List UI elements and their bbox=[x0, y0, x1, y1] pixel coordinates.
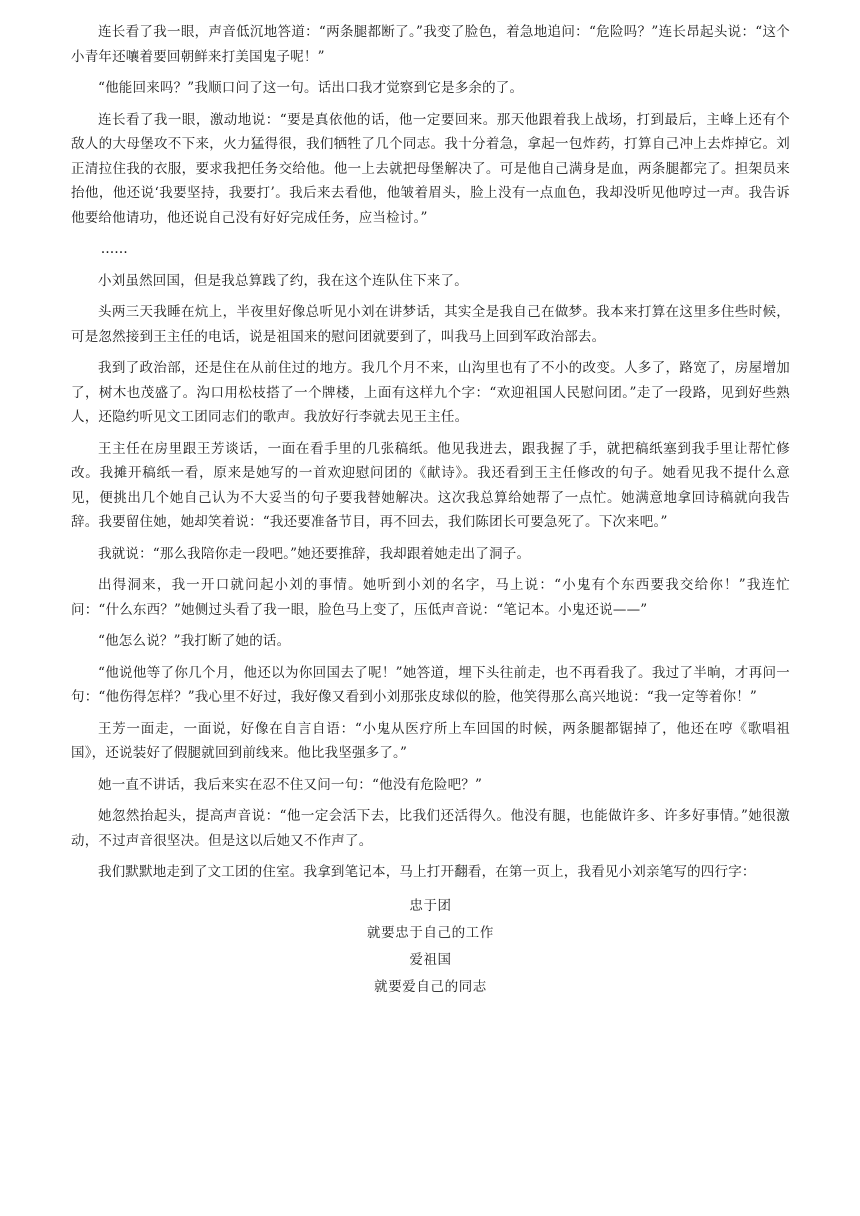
ellipsis: …… bbox=[100, 241, 128, 257]
poem-line: 忠于团 bbox=[409, 897, 452, 914]
paragraph: 出得洞来，我一开口就问起小刘的事情。她听到小刘的名字，马上说：“小鬼有个东西要我交给你！”我连忙问：“什么东西？”她侧过头看了我一眼，脸色马上变了，压低声音说：“笔记本。小鬼还说——” bbox=[71, 577, 790, 618]
paragraph: “他说他等了你几个月，他还以为你回国去了呢！”她答道，埋下头往前走，也不再看我了。我过了半晌，才再问一句：“他伤得怎样？”我心里不好过，我好像又看到小刘那张皮球似的脸，他笑得那么高兴地说：“我一定等着你！” bbox=[71, 664, 790, 705]
paragraph: “他能回来吗？”我顺口问了这一句。话出口我才觉察到它是多余的了。 bbox=[98, 80, 524, 96]
paragraph: 王主任在房里跟王芳谈话，一面在看手里的几张稿纸。他见我进去，跟我握了手，就把稿纸塞到我手里让帮忙修改。我摊开稿纸一看，原来是她写的一首欢迎慰问团的《献诗》。我还看到王主任修改的句子。她看见我不提什么意见，便挑出几个她自己认为不大妥当的句子要我替她解决。这次我总算给她帮了一点忙。她满意地拿回诗稿就向我告辞。我要留住她，她却笑着说：“我还要准备节目，再不回去，我们陈团长可要急死了。下次来吧。” bbox=[71, 440, 790, 530]
paragraph: 我到了政治部，还是住在从前住过的地方。我几个月不来，山沟里也有了不小的改变。人多了，路宽了，房屋增加了，树木也茂盛了。沟口用松枝搭了一个牌楼，上面有这样九个字：“欢迎祖国人民慰问团。”走了一段路，见到好些熟人，还隐约听见文工团同志们的歌声。我放好行李就去见王主任。 bbox=[71, 360, 790, 425]
paragraph: 她一直不讲话，我后来实在忍不住又问一句：“他没有危险吧？” bbox=[98, 776, 483, 793]
paragraph: 头两三天我睡在炕上，半夜里好像总听见小刘在讲梦话，其实全是我自己在做梦。我本来打算在这里多住些时候，可是忽然接到王主任的电话，说是祖国来的慰问团就要到了，叫我马上回到军政治部去。 bbox=[71, 304, 790, 345]
paragraph: 王芳一面走，一面说，好像在自言自语：“小鬼从医疗所上车回国的时候，两条腿都锯掉了，他还在哼《歌唱祖国》，还说装好了假腿就回到前线来。他比我坚强多了。” bbox=[71, 720, 790, 761]
paragraph: 我们默默地走到了文工团的住室。我拿到笔记本，马上打开翻看，在第一页上，我看见小刘亲笔写的四行字： bbox=[98, 864, 756, 880]
notebook-poem bbox=[71, 893, 790, 1001]
poem-line: 就要忠于自己的工作 bbox=[367, 924, 494, 941]
paragraph: “他怎么说？”我打断了她的话。 bbox=[98, 633, 291, 649]
paragraph: 小刘虽然回国，但是我总算践了约，我在这个连队住下来了。 bbox=[98, 272, 468, 289]
paragraph: 我就说：“那么我陪你走一段吧。”她还要推辞，我却跟着她走出了洞子。 bbox=[98, 545, 531, 562]
paragraph: 连长看了我一眼，声音低沉地答道：“两条腿都断了。”我变了脸色，着急地追问：“危险吗？”连长昂起头说：“这个小青年还嚷着要回朝鲜来打美国鬼子呢！” bbox=[71, 24, 790, 65]
poem-line: 就要爱自己的同志 bbox=[374, 978, 487, 995]
poem-line: 爱祖国 bbox=[409, 951, 452, 968]
paragraph: 连长看了我一眼，激动地说：“要是真依他的话，他一定要回来。那天他跟着我上战场，打到最后，主峰上还有个敌人的大母堡攻不下来，火力猛得很，我们牺牲了几个同志。我十分着急，拿起一包炸药，打算自己冲上去炸掉它。刘正清拉住我的衣服，要求我把任务交给他。他一上去就把母堡解决了。可是他自己满身是血，两条腿都完了。担架员来抬他，他还说‘我要坚持，我要打’。我后来去看他，他皱着眉头，脸上没有一点血色，我却没听见他哼过一声。我告诉他要给他请功，他还说自己没有好好完成任务，应当检讨。” bbox=[71, 111, 790, 226]
paragraph: 她忽然抬起头，提高声音说：“他一定会活下去，比我们还活得久。他没有腿，也能做许多、许多好事情。”她很激动，不过声音很坚决。但是这以后她又不作声了。 bbox=[71, 808, 790, 849]
